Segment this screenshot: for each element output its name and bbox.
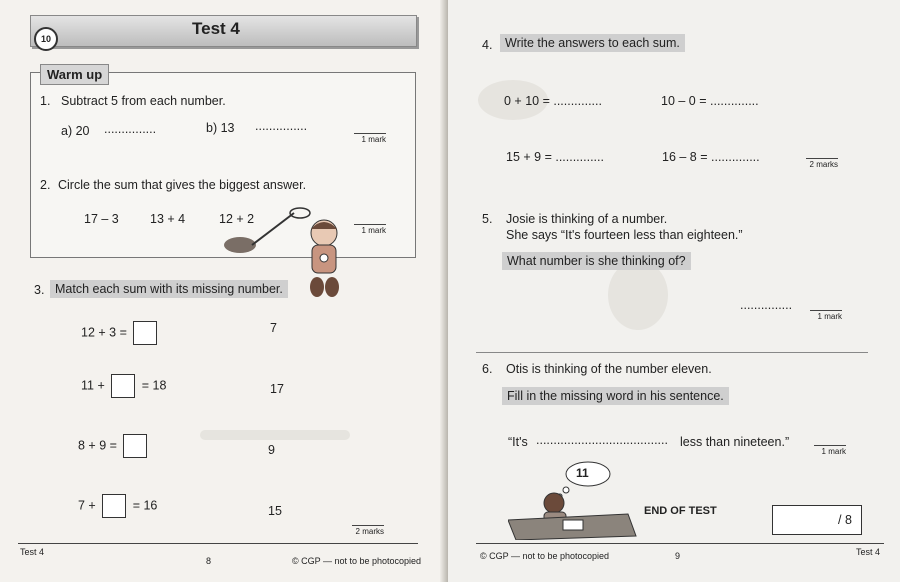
- bleed-through: [200, 430, 350, 440]
- q4-mark: 2 marks: [806, 158, 838, 169]
- end-of-test: END OF TEST: [644, 505, 717, 517]
- q3-answer-box[interactable]: [133, 321, 157, 345]
- q3-row: [78, 434, 147, 458]
- q1b-label: b) 13: [206, 121, 235, 135]
- q1-mark: 1 mark: [354, 133, 386, 144]
- copyright: © CGP — not to be photocopied: [480, 551, 610, 561]
- q3-sum-right: = 18: [141, 378, 167, 393]
- bleed-through: [608, 260, 668, 330]
- q1-text: Subtract 5 from each number.: [61, 94, 226, 108]
- q3-sum-right: = 16: [132, 498, 158, 513]
- footer-test-label: Test 4: [856, 547, 881, 557]
- q3-match-number[interactable]: 9: [268, 443, 275, 457]
- q5-question: What number is she thinking of?: [502, 252, 691, 270]
- q3-text: Match each sum with its missing number.: [50, 280, 288, 298]
- footer-test-label: Test 4: [20, 547, 45, 557]
- q4-sum[interactable]: 15 + 9 = ..............: [506, 150, 604, 164]
- q5-mark: 1 mark: [810, 310, 842, 321]
- q1-number: 1.: [40, 94, 51, 108]
- q6-sentence-end: less than nineteen.”: [680, 435, 790, 449]
- q6-number: 6.: [482, 362, 493, 376]
- q6-answer-line[interactable]: ......................................: [536, 433, 668, 447]
- timer-icon: 10: [34, 27, 58, 51]
- q3-row: [81, 374, 166, 398]
- q2-number: 2.: [40, 178, 51, 192]
- q5-line1: Josie is thinking of a number.: [506, 212, 668, 226]
- q6-instruction: Fill in the missing word in his sentence.: [502, 387, 729, 405]
- q3-sum-left: 7 +: [78, 498, 96, 513]
- q1a-answer-line[interactable]: ...............: [104, 122, 157, 136]
- q3-mark: 2 marks: [352, 525, 384, 536]
- q2-option[interactable]: 17 – 3: [84, 212, 119, 226]
- thought-bubble-number: 11: [576, 466, 589, 480]
- q3-match-number[interactable]: 15: [268, 504, 282, 518]
- q4-number: 4.: [482, 38, 493, 52]
- q5-answer-line[interactable]: ...............: [740, 298, 793, 312]
- q2-option[interactable]: 12 + 2: [219, 212, 255, 226]
- q6-sentence-start: “It's: [508, 435, 528, 449]
- q3-answer-box[interactable]: [102, 494, 126, 518]
- page-title: Test 4: [192, 19, 240, 38]
- q5-number: 5.: [482, 212, 493, 226]
- q3-match-number[interactable]: 17: [270, 382, 284, 396]
- q3-number: 3.: [34, 283, 45, 297]
- q6-line1: Otis is thinking of the number eleven.: [506, 362, 712, 376]
- q2-text: Circle the sum that gives the biggest answer.: [58, 178, 307, 192]
- footer-rule: [18, 543, 418, 544]
- q4-sum[interactable]: 10 – 0 = ..............: [661, 94, 759, 108]
- warm-up-label: Warm up: [40, 64, 109, 85]
- section-rule: [476, 352, 868, 353]
- q2-mark: 1 mark: [354, 224, 386, 235]
- q3-match-number[interactable]: 7: [270, 321, 277, 335]
- boy-thinking-illustration: [508, 458, 638, 540]
- q3-answer-box[interactable]: [123, 434, 147, 458]
- q4-sum[interactable]: 16 – 8 = ..............: [662, 150, 760, 164]
- copyright: © CGP — not to be photocopied: [292, 556, 422, 566]
- q3-row: [81, 321, 157, 345]
- footer-rule: [476, 543, 884, 544]
- score-total: / 8: [838, 513, 852, 527]
- q3-sum-left: 11 +: [81, 378, 105, 393]
- q3-answer-box[interactable]: [111, 374, 135, 398]
- q2-option[interactable]: 13 + 4: [150, 212, 186, 226]
- page-number: 8: [206, 556, 212, 566]
- q4-text: Write the answers to each sum.: [500, 34, 685, 52]
- q3-sum-left: 12 + 3 =: [81, 325, 127, 340]
- q1b-answer-line[interactable]: ...............: [255, 119, 308, 133]
- page-number: 9: [675, 551, 681, 561]
- q5-line2: She says “It's fourteen less than eighteen.”: [506, 228, 743, 242]
- q6-mark: 1 mark: [814, 445, 846, 456]
- q3-sum-left: 8 + 9 =: [78, 438, 117, 453]
- q3-row: [78, 494, 157, 518]
- q4-sum[interactable]: 0 + 10 = ..............: [504, 94, 602, 108]
- q1a-label: a) 20: [61, 124, 90, 138]
